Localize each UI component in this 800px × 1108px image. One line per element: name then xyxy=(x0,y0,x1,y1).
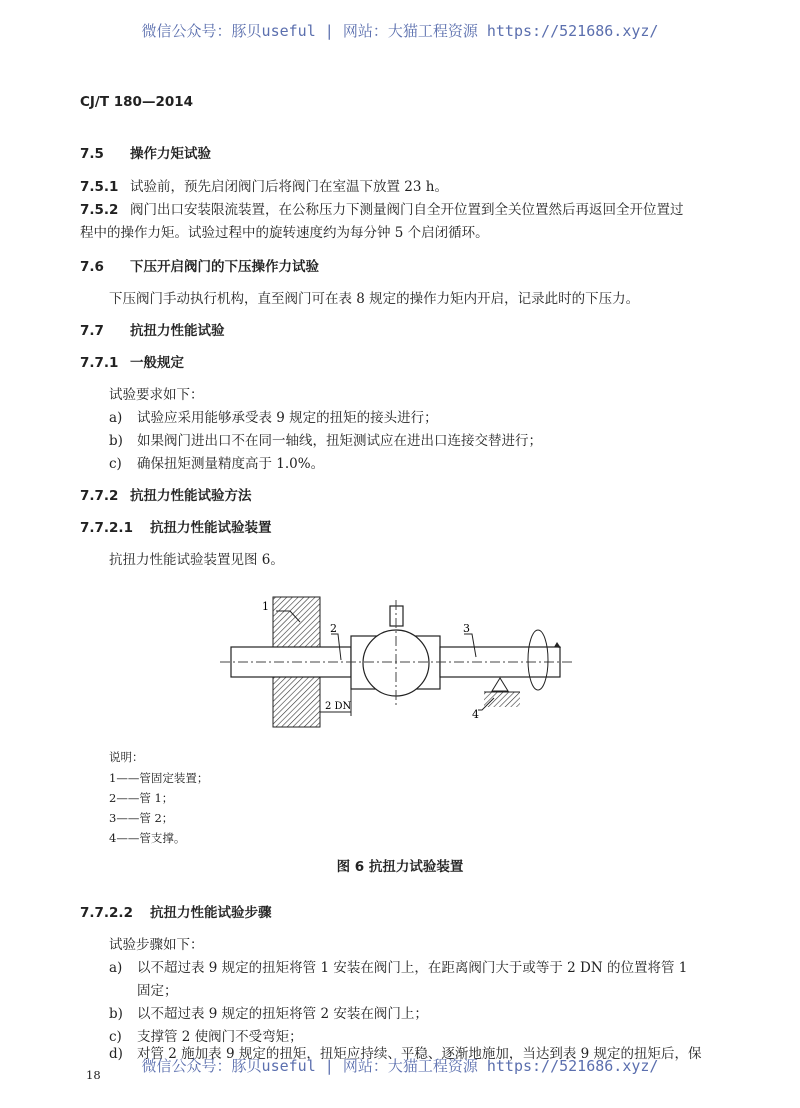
list-item: c) 支撑管 2 使阀门不受弯矩； xyxy=(109,1029,303,1045)
intro-7-7-1: 试验要求如下： xyxy=(109,387,204,403)
dimension-label: 2 DN xyxy=(325,701,352,712)
label-1: 1 xyxy=(262,600,269,613)
heading-7-7-1: 7.7.1 一般规定 xyxy=(80,355,184,371)
doc-header: CJ/T 180—2014 xyxy=(80,94,194,110)
legend-item: 2——管 1； xyxy=(109,791,174,805)
watermark-top: 微信公众号：豚贝useful | 网站：大猫工程资源 https://521686.xyz/ xyxy=(141,22,659,40)
list-item-cont: 固定； xyxy=(137,983,178,999)
heading-7-7-2-1: 7.7.2.1 抗扭力性能试验装置 xyxy=(80,520,272,536)
heading-7-7: 7.7 抗扭力性能试验 xyxy=(80,323,225,339)
support-base xyxy=(484,692,520,707)
list-item: b) 如果阀门进出口不在同一轴线，扭矩测试应在进出口连接交替进行； xyxy=(109,433,542,449)
list-item: a) 试验应采用能够承受表 9 规定的扭矩的接头进行； xyxy=(109,410,438,426)
label-3: 3 xyxy=(463,622,470,635)
heading-7-7-2: 7.7.2 抗扭力性能试验方法 xyxy=(80,488,252,504)
label-4: 4 xyxy=(472,708,479,721)
label-2: 2 xyxy=(330,622,337,635)
legend-item: 3——管 2； xyxy=(109,811,174,825)
torsion-test-diagram xyxy=(220,590,580,750)
list-item: a) 以不超过表 9 规定的扭矩将管 1 安装在阀门上，在距离阀门大于或等于 2 DN 的位置将管 1 xyxy=(109,960,688,976)
heading-7-6: 7.6 下压开启阀门的下压操作力试验 xyxy=(80,259,319,275)
intro-7-7-2-2: 试验步骤如下： xyxy=(109,937,204,953)
para-7-7-2-1: 抗扭力性能试验装置见图 6。 xyxy=(109,552,284,568)
para-7-5-2: 7.5.2 阀门出口安装限流装置，在公称压力下测量阀门自全开位置到全关位置然后再返回全开位置过 xyxy=(80,202,684,218)
para-7-5-2-cont: 程中的操作力矩。试验过程中的旋转速度约为每分钟 5 个启闭循环。 xyxy=(80,225,489,241)
para-7-6: 下压阀门手动执行机构，直至阀门可在表 8 规定的操作力矩内开启，记录此时的下压力。 xyxy=(109,291,640,307)
legend-item: 1——管固定装置； xyxy=(109,771,209,785)
list-item: c) 确保扭矩测量精度高于 1.0%。 xyxy=(109,456,325,472)
heading-7-7-2-2: 7.7.2.2 抗扭力性能试验步骤 xyxy=(80,905,272,921)
page-number: 18 xyxy=(86,1068,101,1082)
heading-7-5: 7.5 操作力矩试验 xyxy=(80,146,211,162)
list-item: b) 以不超过表 9 规定的扭矩将管 2 安装在阀门上； xyxy=(109,1006,428,1022)
para-7-5-1: 7.5.1 试验前，预先启闭阀门后将阀门在室温下放置 23 h。 xyxy=(80,179,448,195)
watermark-bottom: 微信公众号：豚贝useful | 网站：大猫工程资源 https://521686.xyz/ xyxy=(141,1057,659,1075)
legend-title: 说明： xyxy=(109,750,144,764)
pipe-support xyxy=(492,678,508,691)
legend-item: 4——管支撑。 xyxy=(109,831,186,845)
list-item: d) 对管 2 施加表 9 规定的扭矩，扭矩应持续、平稳、逐渐地施加，当达到表 9 规定的扭矩后，保 xyxy=(109,1046,702,1062)
figure-caption: 图 6 抗扭力试验装置 xyxy=(336,859,464,875)
